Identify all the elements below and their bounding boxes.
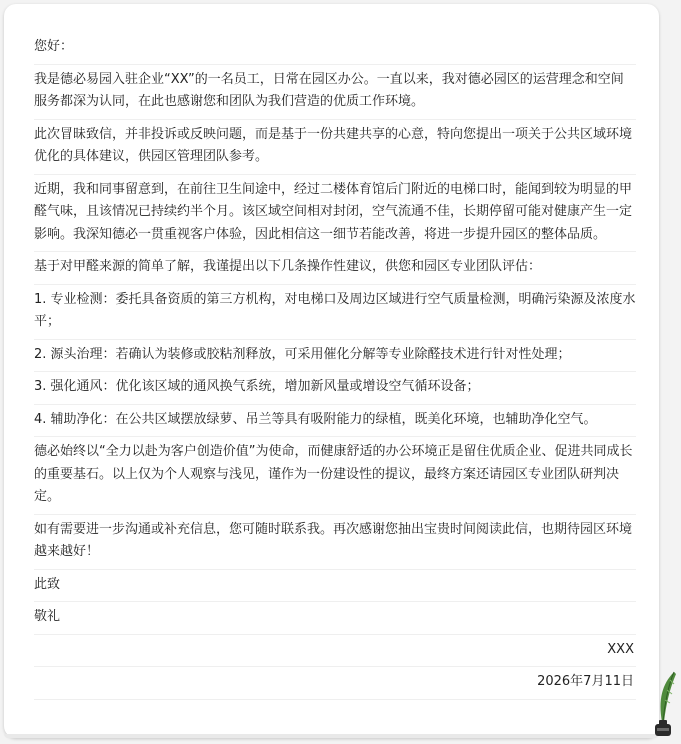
letter-greeting: 您好： [34,4,636,65]
suggestion-item: 4. 辅助净化：在公共区域摆放绿萝、吊兰等具有吸附能力的绿植，既美化环境，也辅助净化空气。 [34,405,636,438]
letter-paragraph: 我是德必易园入驻企业“XX”的一名员工，日常在园区办公。一直以来，我对德必园区的运营理念和空间服务都深为认同，在此也感谢您和团队为我们营造的优质工作环境。 [34,65,636,120]
letter-paragraph: 基于对甲醛来源的简单了解，我谨提出以下几条操作性建议，供您和园区专业团队评估： [34,252,636,285]
suggestion-item: 3. 强化通风：优化该区域的通风换气系统，增加新风量或增设空气循环设备； [34,372,636,405]
signature: XXX [34,635,636,668]
suggestion-item: 2. 源头治理：若确认为装修或胶粘剂释放，可采用催化分解等专业除醛技术进行针对性处理； [34,340,636,373]
letter-paragraph: 此次冒昧致信，并非投诉或反映问题，而是基于一份共建共享的心意，特向您提出一项关于公共区域环境优化的具体建议，供园区管理团队参考。 [34,120,636,175]
letter-card [4,4,659,738]
suggestion-item: 1. 专业检测：委托具备资质的第三方机构，对电梯口及周边区域进行空气质量检测，明确污染源及浓度水平； [34,285,636,340]
letter-body [34,4,636,700]
card-bottom-edge [4,734,659,738]
letter-paragraph: 德必始终以“全力以赴为客户创造价值”为使命，而健康舒适的办公环境正是留住优质企业、促进共同成长的重要基石。以上仅为个人观察与浅见，谨作为一份建设性的提议，最终方案还请园区专业团队研判决定。 [34,437,636,515]
letter-date: 2026年7月11日 [34,667,636,700]
letter-paragraph: 如有需要进一步沟通或补充信息，您可随时联系我。再次感谢您抽出宝贵时间阅读此信，也期待园区环境越来越好！ [34,515,636,570]
quill-ink-icon [648,670,678,738]
closing-salutation: 此致 [34,570,636,603]
letter-paragraph: 近期，我和同事留意到，在前往卫生间途中，经过二楼体育馆后门附近的电梯口时，能闻到较为明显的甲醛气味，且该情况已持续约半个月。该区域空间相对封闭，空气流通不佳，长期停留可能对健康产生一定影响。我深知德必一贯重视客户体验，因此相信这一细节若能改善，将进一步提升园区的整体品质。 [34,175,636,253]
closing-regards: 敬礼 [34,602,636,635]
